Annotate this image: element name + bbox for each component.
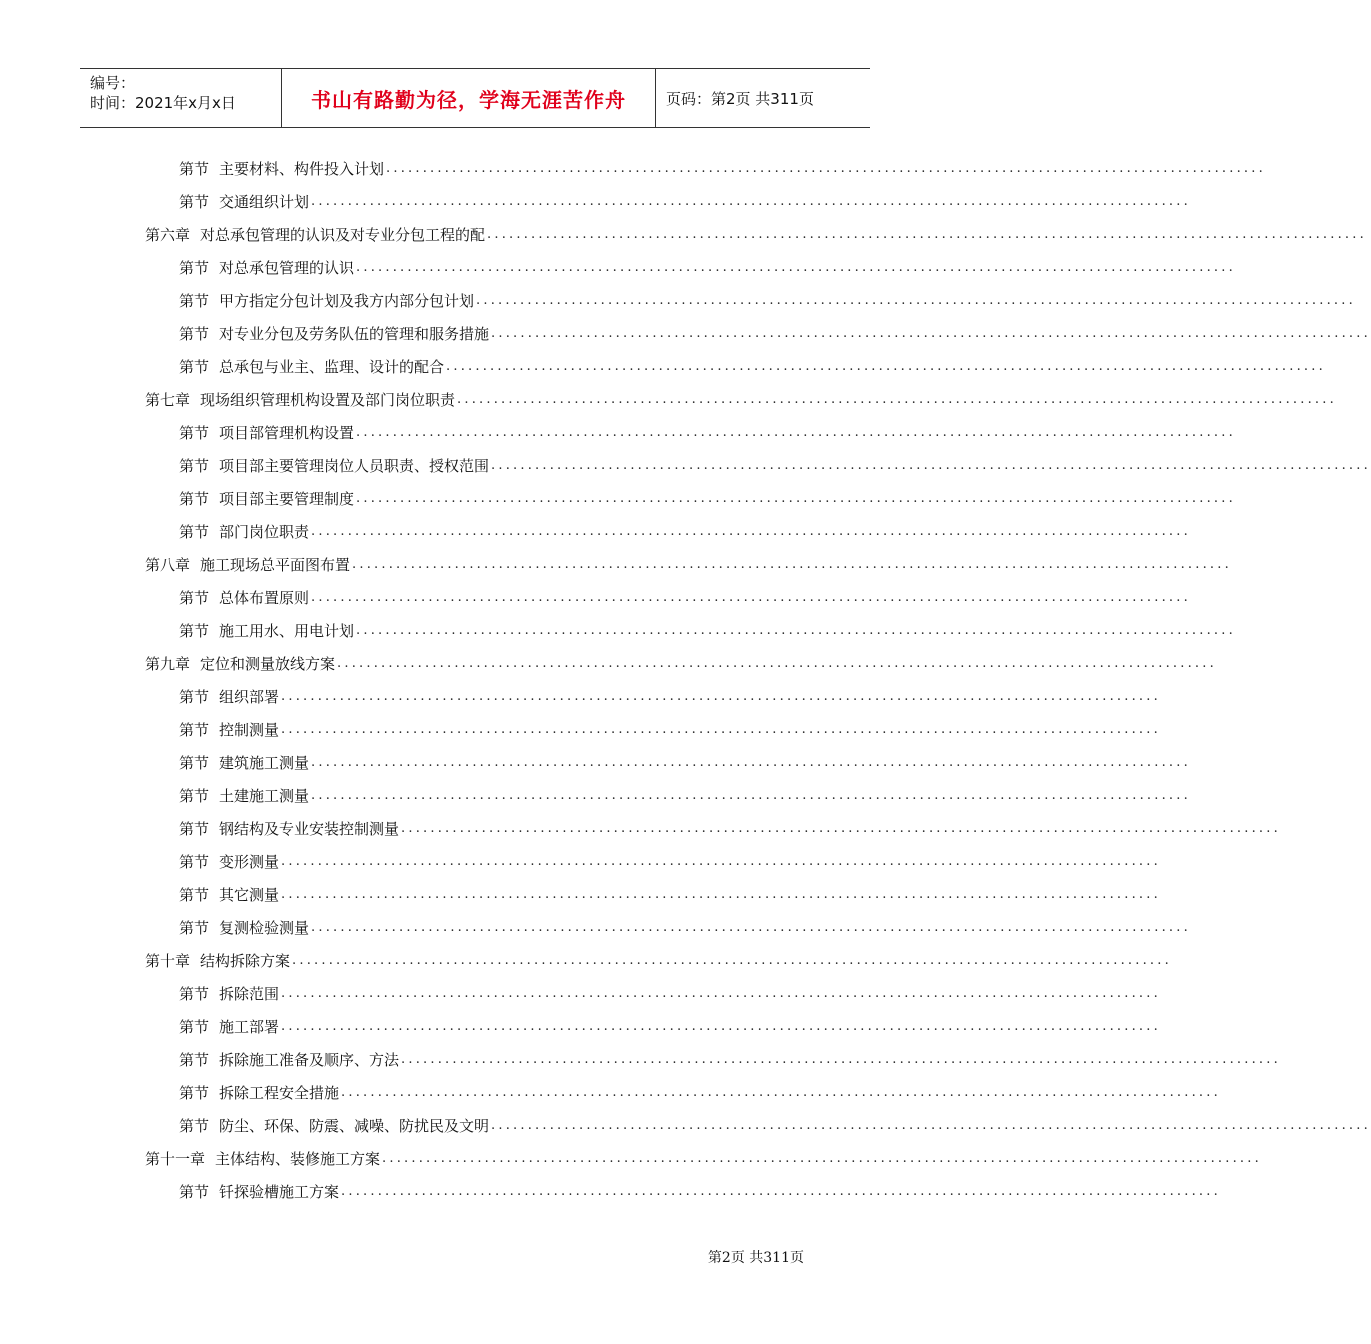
toc-entry-prefix: 第八章 <box>145 556 191 574</box>
toc-section-entry[interactable] <box>179 152 1266 185</box>
toc-chapter-entry[interactable] <box>145 548 1232 581</box>
toc-dot-leader: ........................................................................................................................ <box>311 194 1191 209</box>
toc-dot-leader: ........................................................................................................................ <box>337 656 1217 671</box>
toc-entry-title: 主体结构、装修施工方案 <box>215 1150 381 1168</box>
toc-entry-title: 控制测量 <box>219 721 280 739</box>
toc-entry-prefix: 第节 <box>179 1084 210 1102</box>
toc-dot-leader: ........................................................................................................................ <box>446 359 1326 374</box>
toc-entry-prefix: 第节 <box>179 1018 210 1036</box>
toc-entry-prefix: 第节 <box>179 886 210 904</box>
toc-entry-label <box>179 851 279 872</box>
toc-entry-label <box>179 158 384 179</box>
toc-dot-leader: ........................................................................................................................ <box>311 788 1191 803</box>
toc-entry-label <box>179 587 309 608</box>
toc-dot-leader: ........................................................................................................................ <box>341 1085 1221 1100</box>
toc-entry-prefix: 第节 <box>179 622 210 640</box>
toc-dot-leader: ........................................................................................................................ <box>281 689 1161 704</box>
toc-entry-label <box>179 917 309 938</box>
toc-entry-label <box>179 818 399 839</box>
toc-entry-prefix: 第节 <box>179 457 210 475</box>
toc-entry-title: 项目部主要管理制度 <box>219 490 355 508</box>
toc-dot-leader: ........................................................................................................................ <box>386 161 1266 176</box>
toc-entry-prefix: 第节 <box>179 523 210 541</box>
page-header <box>80 68 870 128</box>
toc-dot-leader: ........................................................................................................................ <box>311 590 1191 605</box>
toc-entry-prefix: 第节 <box>179 787 210 805</box>
toc-entry-title: 组织部署 <box>219 688 280 706</box>
toc-section-entry[interactable] <box>179 515 1191 548</box>
toc-entry-prefix: 第节 <box>179 160 210 178</box>
toc-entry-title: 项目部管理机构设置 <box>219 424 355 442</box>
toc-entry-label <box>145 554 350 575</box>
toc-dot-leader: ........................................................................................................................ <box>281 854 1161 869</box>
toc-section-entry[interactable] <box>179 713 1161 746</box>
toc-entry-title: 变形测量 <box>219 853 280 871</box>
toc-dot-leader: ........................................................................................................................ <box>476 293 1356 308</box>
toc-entry-title: 施工现场总平面图布置 <box>200 556 351 574</box>
toc-entry-prefix: 第节 <box>179 193 210 211</box>
toc-entry-title: 定位和测量放线方案 <box>200 655 336 673</box>
toc-dot-leader: ........................................................................................................................ <box>401 821 1281 836</box>
toc-entry-title: 对总承包管理的认识及对专业分包工程的配 <box>200 226 486 244</box>
toc-entry-title: 防尘、环保、防震、减噪、防扰民及文明 <box>219 1117 490 1135</box>
toc-entry-title: 甲方指定分包计划及我方内部分包计划 <box>219 292 475 310</box>
toc-chapter-entry[interactable] <box>145 218 1367 251</box>
toc-chapter-entry[interactable] <box>145 647 1217 680</box>
toc-entry-label <box>179 356 444 377</box>
toc-entry-title: 钢结构及专业安装控制测量 <box>219 820 400 838</box>
toc-entry-title: 部门岗位职责 <box>219 523 310 541</box>
toc-section-entry[interactable] <box>179 977 1161 1010</box>
toc-dot-leader: ........................................................................................................................ <box>356 260 1236 275</box>
toc-entry-prefix: 第节 <box>179 424 210 442</box>
toc-dot-leader: ........................................................................................................................ <box>356 623 1236 638</box>
toc-section-entry[interactable] <box>179 350 1326 383</box>
toc-section-entry[interactable] <box>179 482 1236 515</box>
toc-entry-prefix: 第节 <box>179 754 210 772</box>
toc-section-entry[interactable] <box>179 680 1161 713</box>
toc-entry-prefix: 第节 <box>179 1051 210 1069</box>
toc-section-entry[interactable] <box>179 845 1161 878</box>
toc-dot-leader: ........................................................................................................................ <box>352 557 1232 572</box>
toc-chapter-entry[interactable] <box>145 944 1172 977</box>
toc-entry-prefix: 第十章 <box>145 952 191 970</box>
header-motto: 书山有路勤为径，学海无涯苦作舟 <box>282 69 656 127</box>
toc-section-entry[interactable] <box>179 581 1191 614</box>
toc-dot-leader: ........................................................................................................................ <box>281 887 1161 902</box>
toc-entry-prefix: 第节 <box>179 358 210 376</box>
toc-entry-label <box>179 257 354 278</box>
toc-dot-leader: ........................................................................................................................ <box>281 1019 1161 1034</box>
toc-section-entry[interactable] <box>179 416 1236 449</box>
toc-entry-label <box>145 224 485 245</box>
toc-entry-prefix: 第节 <box>179 688 210 706</box>
toc-entry-prefix: 第节 <box>179 853 210 871</box>
toc-section-entry[interactable] <box>179 284 1356 317</box>
toc-chapter-entry[interactable] <box>145 1142 1262 1175</box>
toc-dot-leader: ........................................................................................................................ <box>292 953 1172 968</box>
toc-section-entry[interactable] <box>179 251 1236 284</box>
toc-entry-label <box>179 290 474 311</box>
toc-entry-label <box>179 884 279 905</box>
toc-section-entry[interactable] <box>179 317 1371 350</box>
toc-entry-label <box>179 1082 339 1103</box>
toc-entry-label <box>179 1115 489 1136</box>
toc-dot-leader: ........................................................................................................................ <box>382 1151 1262 1166</box>
toc-entry-label <box>145 1148 380 1169</box>
toc-entry-title: 总体布置原则 <box>219 589 310 607</box>
toc-entry-prefix: 第节 <box>179 985 210 1003</box>
toc-entry-title: 拆除范围 <box>219 985 280 1003</box>
toc-entry-prefix: 第节 <box>179 1117 210 1135</box>
toc-entry-title: 总承包与业主、监理、设计的配合 <box>219 358 445 376</box>
toc-entry-title: 项目部主要管理岗位人员职责、授权范围 <box>219 457 490 475</box>
toc-entry-label <box>179 719 279 740</box>
toc-entry-title: 拆除工程安全措施 <box>219 1084 340 1102</box>
toc-entry-title: 主要材料、构件投入计划 <box>219 160 385 178</box>
toc-entry-title: 复测检验测量 <box>219 919 310 937</box>
toc-entry-title: 结构拆除方案 <box>200 952 291 970</box>
toc-dot-leader: ........................................................................................................................ <box>311 524 1191 539</box>
toc-entry-title: 施工部署 <box>219 1018 280 1036</box>
toc-dot-leader: ........................................................................................................................ <box>457 392 1337 407</box>
toc-section-entry[interactable] <box>179 1043 1281 1076</box>
toc-entry-prefix: 第十一章 <box>145 1150 206 1168</box>
toc-section-entry[interactable] <box>179 878 1161 911</box>
toc-dot-leader: ........................................................................................................................ <box>281 722 1161 737</box>
toc-dot-leader: ........................................................................................................................ <box>487 227 1367 242</box>
toc-entry-label <box>179 323 489 344</box>
toc-chapter-entry[interactable] <box>145 383 1337 416</box>
toc-entry-prefix: 第六章 <box>145 226 191 244</box>
toc-entry-title: 钎探验槽施工方案 <box>219 1183 340 1201</box>
toc-entry-title: 对专业分包及劳务队伍的管理和服务措施 <box>219 325 490 343</box>
toc-section-entry[interactable] <box>179 185 1191 218</box>
toc-dot-leader: ........................................................................................................................ <box>281 986 1161 1001</box>
toc-entry-label <box>179 1016 279 1037</box>
header-meta <box>80 69 282 127</box>
toc-dot-leader: ........................................................................................................................ <box>491 458 1371 473</box>
toc-section-entry[interactable] <box>179 1109 1371 1142</box>
toc-entry-title: 对总承包管理的认识 <box>219 259 355 277</box>
toc-entry-prefix: 第节 <box>179 292 210 310</box>
toc-entry-label <box>145 950 290 971</box>
document-number-label: 编号： <box>90 74 136 92</box>
toc-entry-label <box>179 1049 399 1070</box>
toc-entry-title: 现场组织管理机构设置及部门岗位职责 <box>200 391 456 409</box>
toc-entry-label <box>179 1181 339 1202</box>
toc-section-entry[interactable] <box>179 449 1371 482</box>
toc-dot-leader: ........................................................................................................................ <box>401 1052 1281 1067</box>
toc-entry-prefix: 第节 <box>179 589 210 607</box>
toc-entry-prefix: 第节 <box>179 721 210 739</box>
toc-entry-label <box>179 488 354 509</box>
toc-dot-leader: ........................................................................................................................ <box>341 1184 1221 1199</box>
toc-entry-label <box>179 785 309 806</box>
toc-section-entry[interactable] <box>179 812 1281 845</box>
toc-dot-leader: ........................................................................................................................ <box>356 425 1236 440</box>
header-page-number: 页码：第2页 共311页 <box>666 89 814 108</box>
toc-section-entry[interactable] <box>179 1010 1161 1043</box>
toc-entry-label <box>179 422 354 443</box>
toc-entry-title: 其它测量 <box>219 886 280 904</box>
document-time-label: 时间：2021年x月x日 <box>90 94 236 112</box>
toc-dot-leader: ........................................................................................................................ <box>311 755 1191 770</box>
toc-entry-prefix: 第节 <box>179 820 210 838</box>
toc-entry-title: 拆除施工准备及顺序、方法 <box>219 1051 400 1069</box>
toc-entry-label <box>179 620 354 641</box>
toc-entry-prefix: 第九章 <box>145 655 191 673</box>
toc-entry-title: 建筑施工测量 <box>219 754 310 772</box>
toc-entry-label <box>179 983 279 1004</box>
toc-dot-leader: ........................................................................................................................ <box>356 491 1236 506</box>
toc-entry-prefix: 第节 <box>179 490 210 508</box>
toc-entry-prefix: 第七章 <box>145 391 191 409</box>
toc-entry-label <box>179 686 279 707</box>
toc-section-entry[interactable] <box>179 911 1191 944</box>
toc-section-entry[interactable] <box>179 614 1236 647</box>
toc-entry-label <box>145 389 455 410</box>
toc-entry-label <box>179 191 309 212</box>
toc-entry-label <box>179 521 309 542</box>
toc-section-entry[interactable] <box>179 1076 1221 1109</box>
toc-entry-title: 交通组织计划 <box>219 193 310 211</box>
toc-entry-prefix: 第节 <box>179 1183 210 1201</box>
toc-entry-title: 施工用水、用电计划 <box>219 622 355 640</box>
toc-section-entry[interactable] <box>179 779 1191 812</box>
toc-entry-prefix: 第节 <box>179 259 210 277</box>
page-footer-number: 第2页 共311页 <box>707 1250 804 1266</box>
toc-entry-label <box>145 653 335 674</box>
toc-dot-leader: ........................................................................................................................ <box>491 1118 1371 1133</box>
toc-dot-leader: ........................................................................................................................ <box>491 326 1371 341</box>
toc-section-entry[interactable] <box>179 1175 1221 1208</box>
toc-dot-leader: ........................................................................................................................ <box>311 920 1191 935</box>
toc-entry-prefix: 第节 <box>179 325 210 343</box>
toc-section-entry[interactable] <box>179 746 1191 779</box>
toc-entry-prefix: 第节 <box>179 919 210 937</box>
toc-entry-title: 土建施工测量 <box>219 787 310 805</box>
toc-entry-label <box>179 455 489 476</box>
toc-entry-label <box>179 752 309 773</box>
